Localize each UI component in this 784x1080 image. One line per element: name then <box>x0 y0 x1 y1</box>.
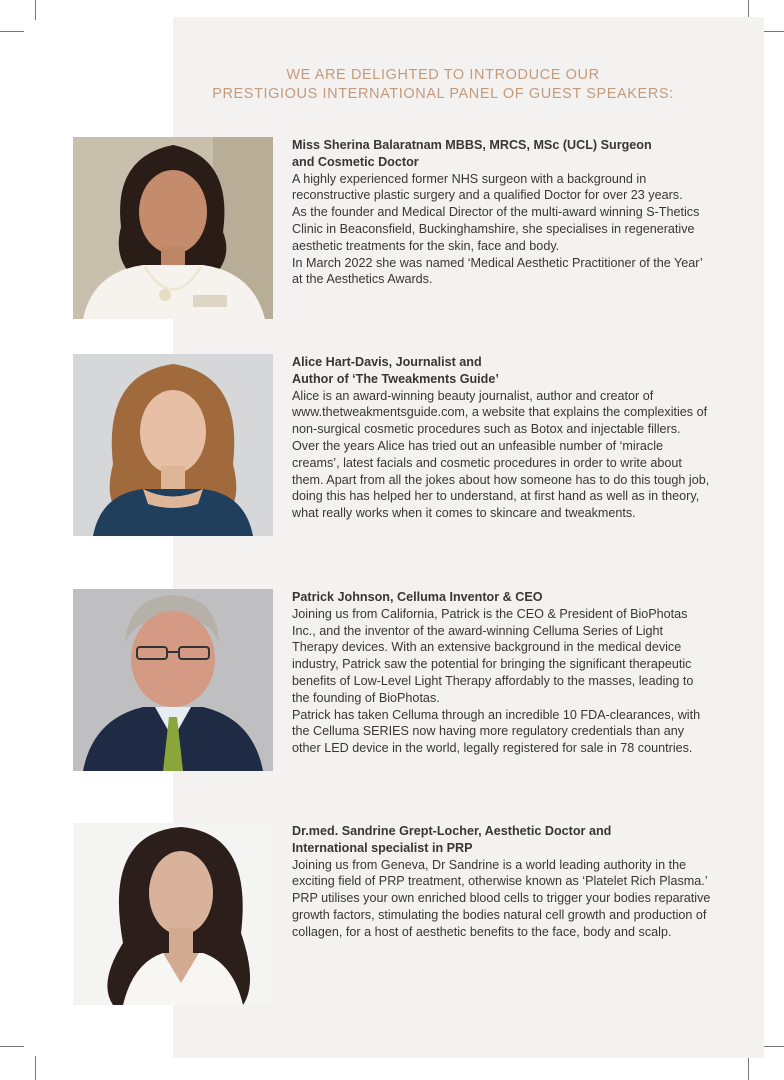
crop-mark <box>0 31 24 32</box>
crop-mark <box>748 1056 749 1080</box>
speaker-name <box>292 589 712 606</box>
speaker-photo <box>73 823 273 1005</box>
speaker-name-line: Patrick Johnson, Celluma Inventor & CEO <box>292 590 543 604</box>
bio-paragraph: Patrick has taken Celluma through an incredible 10 FDA-clearances, with the Celluma SERIES now having more regulatory credentials than any other LED device in the world, legally registered for sale in 78 countries. <box>292 707 701 756</box>
heading-line-2: PRESTIGIOUS INTERNATIONAL PANEL OF GUEST SPEAKERS: <box>212 86 674 102</box>
speaker-photo <box>73 354 273 536</box>
speaker-name <box>292 137 712 171</box>
bio-paragraph: Alice is an award-winning beauty journalist, author and creator of www.thetweakmentsguide.com, a website that explains the complexities of non-surgical cosmetic procedures such as Botox and injectable fillers. <box>292 388 708 437</box>
speaker-photo <box>73 137 273 319</box>
speaker-bio <box>292 823 712 941</box>
speaker-photo <box>73 589 273 771</box>
speaker-name-line: and Cosmetic Doctor <box>292 154 419 169</box>
bio-paragraph: In March 2022 she was named ‘Medical Aesthetic Practitioner of the Year’ at the Aesthetics Awards. <box>292 255 703 287</box>
speaker-bio <box>292 137 712 288</box>
bio-paragraph: PRP utilises your own enriched blood cells to trigger your bodies reparative growth factors, stimulating the bodies natural cell growth and production of collagen, for a host of aesthetic benefits to the face, body and scalp. <box>292 891 711 939</box>
crop-mark <box>0 1046 24 1047</box>
speaker-name-line: Alice Hart-Davis, Journalist and <box>292 355 482 369</box>
crop-mark <box>35 1056 36 1080</box>
bio-paragraph: A highly experienced former NHS surgeon with a background in reconstructive plastic surgery and a qualified Doctor for over 23 years. <box>292 171 683 203</box>
speaker-name-line: Miss Sherina Balaratnam MBBS, MRCS, MSc (UCL) Surgeon <box>292 138 652 152</box>
speaker-name-line: Author of ‘The Tweakments Guide’ <box>292 371 499 386</box>
bio-paragraph: As the founder and Medical Director of the multi-award winning S-Thetics Clinic in Beaconsfield, Buckinghamshire, she specialises in regenerative aesthetic treatments for the skin, face and body. <box>292 205 700 253</box>
heading-line-1: WE ARE DELIGHTED TO INTRODUCE OUR <box>286 67 600 83</box>
speaker-name-line: International specialist in PRP <box>292 840 473 855</box>
page-heading <box>173 66 713 104</box>
bio-paragraph: Joining us from California, Patrick is the CEO & President of BioPhotas Inc., and the inventor of the award-winning Celluma Series of Light Therapy devices. With an extensive background in the medical device industry, Patrick saw the potential for bringing the significant therapeutic benefits of Low-Level Light Therapy affordably to the masses, leading to the founding of BioPhotas. <box>292 606 694 705</box>
speaker-bio <box>292 354 712 522</box>
speaker-name <box>292 354 712 388</box>
bio-paragraph: Joining us from Geneva, Dr Sandrine is a world leading authority in the exciting field of PRP treatment, otherwise known as ‘Platelet Rich Plasma.’ <box>292 857 708 889</box>
crop-mark <box>35 0 36 20</box>
speaker-name <box>292 823 712 857</box>
bio-paragraph: Over the years Alice has tried out an unfeasible number of ‘miracle creams’, latest facials and cosmetic procedures in order to write about them. Apart from all the jokes about how someone has to do this tough job, doing this has helped her to understand, at first hand as well as in theory, what really works when it comes to skincare and tweakments. <box>292 438 710 521</box>
speaker-name-line: Dr.med. Sandrine Grept-Locher, Aesthetic Doctor and <box>292 824 612 838</box>
speaker-bio <box>292 589 712 757</box>
